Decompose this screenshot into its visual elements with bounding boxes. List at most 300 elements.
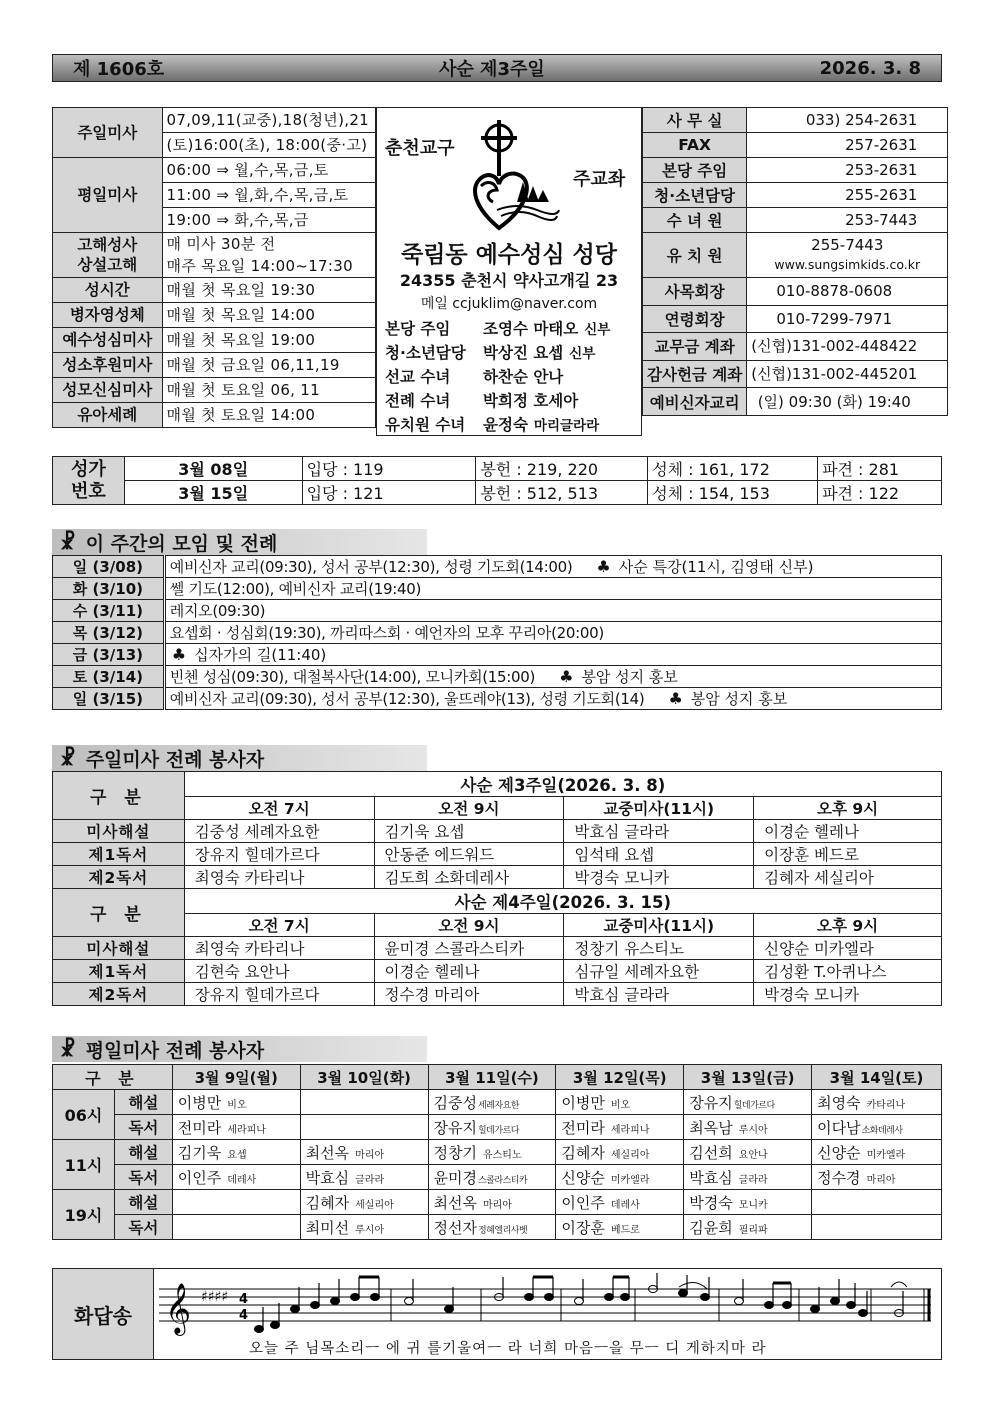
baptismal-name: 데레사 [227, 1174, 257, 1186]
weekday-day-header: 3월 9일(월) [172, 1065, 300, 1090]
mass-time: 매 미사 30분 전 매주 목요일 14:00~17:30 [162, 233, 375, 278]
mass-label: 성시간 [53, 278, 163, 303]
hymn-comm: 성체 : 154, 153 [648, 481, 818, 505]
hymn-entry: 입당 : 121 [302, 481, 476, 505]
server-name: 정창기 유스티노 [564, 937, 754, 960]
server-name: 장유지 [689, 1093, 733, 1112]
weekly-text: 요셉회 · 성심회(19:30), 까리따스회 · 예언자의 모후 꾸리아(20:00) [169, 624, 604, 642]
mass-row [53, 278, 376, 303]
weekday-row [53, 1190, 942, 1215]
weekday-server [428, 1215, 556, 1240]
server-name: 김중성 세례자요한 [184, 820, 374, 843]
contact-row [643, 305, 948, 333]
baptismal-name: 미카엘라 [866, 1149, 906, 1161]
contact-label: 사 무 실 [643, 108, 747, 133]
baptismal-name: 소화데레사 [861, 1125, 903, 1136]
contact-number: 010-7299-7971 [776, 309, 893, 328]
weekday-server [428, 1090, 556, 1115]
server-name: 신양순 [817, 1143, 861, 1162]
contact-row [643, 208, 948, 233]
server-name: 최미선 [305, 1218, 350, 1237]
contact-value [747, 158, 948, 183]
sunday-role: 미사해설 [53, 820, 185, 843]
weekday-day-header: 3월 10일(화) [300, 1065, 428, 1090]
weekday-server [684, 1090, 812, 1115]
treble-clef-icon: 𝄞 [165, 1283, 192, 1334]
server-name: 최선옥 [433, 1193, 477, 1212]
contact-label: 감사헌금 계좌 [643, 360, 747, 388]
weekday-server [172, 1140, 300, 1165]
contact-row [643, 333, 948, 361]
sunday-role: 제2독서 [53, 983, 185, 1006]
server-name: 최영숙 카타리나 [184, 937, 374, 960]
weekly-day: 일 (3/08) [53, 556, 165, 578]
sunday-col-header: 오전 7시 [184, 797, 374, 820]
baptismal-name: 스콜라스티카 [477, 1175, 528, 1186]
baptismal-name: 힐데가르다 [733, 1100, 775, 1111]
weekly-text: 쎌 기도(12:00), 예비신자 교리(19:40) [169, 580, 422, 598]
weekday-role: 해설 [114, 1140, 172, 1165]
kindergarten-website[interactable]: www.sungsimkids.co.kr [774, 257, 921, 272]
weekly-day: 토 (3/14) [53, 666, 165, 688]
server-name: 김도희 소화데레사 [374, 866, 564, 889]
mass-row [53, 378, 376, 403]
baptismal-name: 세례자요한 [477, 1100, 519, 1111]
sunday-col-header: 교중미사(11시) [564, 797, 754, 820]
server-name: 최영숙 카타리나 [184, 866, 374, 889]
hymn-dismiss: 파견 : 281 [818, 457, 942, 481]
parish-logo-icon [467, 116, 563, 236]
baptismal-name: 카타리나 [866, 1099, 906, 1111]
weekday-server [812, 1215, 942, 1240]
server-name: 김중성 [433, 1093, 477, 1112]
server-name: 김혜자 세실리아 [754, 866, 942, 889]
sunday-cols-row [53, 797, 942, 820]
weekday-server [812, 1090, 942, 1115]
contact-row [643, 388, 948, 416]
sunday-label: 구 분 [53, 772, 185, 820]
weekday-time: 11시 [53, 1140, 115, 1190]
baptismal-name: 비오 [227, 1099, 247, 1111]
weekday-role: 해설 [114, 1190, 172, 1215]
weekday-row [53, 1215, 942, 1240]
contact-number: 253-2631 [845, 161, 918, 179]
server-name: 박경숙 모니카 [754, 983, 942, 1006]
weekly-day: 화 (3/10) [53, 578, 165, 600]
weekday-time: 06시 [53, 1090, 115, 1140]
weekday-server [684, 1215, 812, 1240]
server-name: 장유지 힐데가르다 [184, 843, 374, 866]
contact-row [643, 108, 948, 133]
weekly-text: 예비신자 교리(09:30), 성서 공부(12:30), 성령 기도회(14:00) [169, 558, 573, 576]
server-name: 이병만 [561, 1093, 605, 1112]
mass-row [53, 158, 376, 183]
staff-name: 조영수 마태오 [483, 320, 579, 338]
baptismal-name: 유스티노 [482, 1149, 522, 1161]
mass-label: 성모신심미사 [53, 378, 163, 403]
mass-time: 매월 첫 목요일 14:00 [162, 303, 375, 328]
sunday-label: 구 분 [53, 889, 185, 937]
staff-row [385, 412, 639, 436]
mass-label: 유아세례 [53, 403, 163, 428]
weekday-server [684, 1140, 812, 1165]
contact-label: 수 녀 원 [643, 208, 747, 233]
sunday-role-row [53, 866, 942, 889]
psalm-score [159, 1273, 937, 1337]
hymn-row [53, 481, 942, 505]
weekday-server [684, 1190, 812, 1215]
baptismal-name: 루시아 [738, 1124, 768, 1136]
contact-row [643, 233, 948, 278]
weekly-text: 빈첸 성심(09:30), 대철복사단(14:00), 모니카회(15:00) [169, 668, 536, 686]
contact-number: 255-2631 [845, 186, 918, 204]
contact-label: 연령회장 [643, 305, 747, 333]
baptismal-name: 비오 [610, 1099, 631, 1111]
sunday-title: 사순 제4주일(2026. 3. 15) [184, 889, 941, 914]
mass-label: 고해성사 상설고해 [53, 233, 163, 278]
weekly-events [164, 556, 941, 578]
mass-row [53, 403, 376, 428]
mass-time: 매월 첫 목요일 19:30 [162, 278, 375, 303]
mass-row [53, 108, 376, 133]
mass-schedule-table [52, 107, 376, 428]
server-name: 임석태 요셉 [564, 843, 754, 866]
server-name: 안동준 에드워드 [374, 843, 564, 866]
weekly-row [53, 688, 942, 710]
sunday-role-row [53, 937, 942, 960]
weekday-server [812, 1115, 942, 1140]
sunday-title-row [53, 772, 942, 797]
staff-row [385, 388, 639, 412]
svg-text:4: 4 [239, 1292, 249, 1307]
contact-label: 유 치 원 [643, 233, 747, 278]
weekday-server [300, 1190, 428, 1215]
sunday-role: 제1독서 [53, 843, 185, 866]
staff-role: 전례 수녀 [385, 392, 451, 410]
baptismal-name: 세라피나 [227, 1124, 266, 1136]
issue-number: 제 1606호 [73, 59, 165, 80]
weekday-day-header: 3월 12일(목) [556, 1065, 684, 1090]
server-name: 김혜자 [305, 1193, 350, 1212]
contact-number: 253-7443 [845, 211, 918, 229]
server-name: 박효심 [689, 1168, 733, 1187]
contact-number: (일) 09:30 (화) 19:40 [757, 392, 911, 411]
mass-time: 매월 첫 토요일 14:00 [162, 403, 375, 428]
section-title-weekday: ☧ 평일미사 전례 봉사자 [52, 1036, 427, 1062]
contact-value [747, 305, 948, 333]
server-name: 최영숙 [817, 1093, 861, 1112]
weekly-row [53, 622, 942, 644]
baptismal-name: 세라피나 [610, 1124, 650, 1136]
baptismal-name: 베드로 [610, 1224, 640, 1236]
mass-label: 병자영성체 [53, 303, 163, 328]
hymn-entry: 입당 : 119 [302, 457, 476, 481]
server-name: 최선옥 [305, 1143, 350, 1162]
club-icon: ♣ [668, 689, 683, 708]
baptismal-name: 미카엘라 [610, 1174, 650, 1186]
staff-name: 하찬순 안나 [483, 368, 564, 386]
baptismal-name: 마리아 [482, 1199, 512, 1211]
weekday-server [556, 1190, 684, 1215]
weekday-server [428, 1140, 556, 1165]
server-name: 김선희 [689, 1143, 733, 1162]
server-name: 이다남 [817, 1118, 861, 1137]
sunday-title: 사순 제3주일(2026. 3. 8) [184, 772, 941, 797]
sunday-servers-table [52, 771, 942, 1006]
server-name: 박효심 글라라 [564, 820, 754, 843]
weekly-note: 봉암 성지 홍보 [690, 690, 788, 708]
server-name: 박경숙 [689, 1193, 733, 1212]
weekday-server [556, 1090, 684, 1115]
baptismal-name: 글라라 [738, 1174, 768, 1186]
server-name: 이경순 헬레나 [374, 960, 564, 983]
weekday-server [812, 1165, 942, 1190]
staff-role: 유치원 수녀 [385, 416, 466, 434]
psalm-box [52, 1268, 942, 1360]
sunday-title-row [53, 889, 942, 914]
contact-value [747, 233, 948, 278]
server-name: 신양순 미카엘라 [754, 937, 942, 960]
sunday-role-row [53, 983, 942, 1006]
staff-row [385, 316, 639, 340]
psalm-lyrics: 오늘 주 님목소리ㅡ 에 귀 를기울여ㅡ 라 너희 마음ㅡ을 무ㅡ 디 게하지마 라 [249, 1341, 767, 1357]
club-icon: ♣ [596, 557, 611, 576]
mass-label: 주일미사 [53, 108, 163, 158]
sunday-col-header: 교중미사(11시) [564, 914, 754, 937]
parish-info-block [376, 107, 642, 436]
contact-number: 010-8878-0608 [776, 282, 893, 301]
mass-label: 성소후원미사 [53, 353, 163, 378]
server-name: 정수경 [817, 1168, 861, 1187]
staff-role: 본당 주임 [385, 320, 451, 338]
baptismal-name: 모니카 [738, 1199, 768, 1211]
baptismal-name: 글라라 [355, 1174, 385, 1186]
server-name: 이인주 [561, 1193, 605, 1212]
contact-label: 예비신자교리 [643, 388, 747, 416]
baptismal-name: 정혜엘리사벳 [477, 1225, 528, 1236]
sunday-role-row [53, 820, 942, 843]
contact-label: 청·소년담당 [643, 183, 747, 208]
weekly-row [53, 556, 942, 578]
contact-number: 255-7443 [811, 236, 884, 254]
contact-value [747, 208, 948, 233]
weekday-server [812, 1140, 942, 1165]
staff-name: 윤정숙 [483, 416, 528, 434]
weekday-role: 독서 [114, 1165, 172, 1190]
weekly-events [164, 666, 941, 688]
weekly-events [164, 600, 941, 622]
contact-label: 사목회장 [643, 278, 747, 306]
sunday-role-row [53, 960, 942, 983]
server-name: 윤미경 [433, 1168, 477, 1187]
mass-row [53, 303, 376, 328]
svg-text:♯♯♯♯: ♯♯♯♯ [201, 1289, 229, 1305]
server-name: 박경숙 모니카 [564, 866, 754, 889]
weekday-server [556, 1115, 684, 1140]
weekly-day: 금 (3/13) [53, 644, 165, 666]
hymn-row [53, 457, 942, 481]
weekday-row [53, 1090, 942, 1115]
baptismal-name: 루시아 [355, 1224, 385, 1236]
contact-row [643, 133, 948, 158]
weekday-server [556, 1165, 684, 1190]
contact-number: (신협)131-002-445201 [751, 365, 918, 384]
weekday-server [556, 1140, 684, 1165]
weekday-day-header: 3월 11일(수) [428, 1065, 556, 1090]
weekday-server [556, 1215, 684, 1240]
baptismal-name: 세실리아 [355, 1199, 394, 1211]
weekday-header-row [53, 1065, 942, 1090]
server-name: 이인주 [177, 1168, 222, 1187]
contact-label: 교무금 계좌 [643, 333, 747, 361]
server-name: 신양순 [561, 1168, 605, 1187]
weekday-row [53, 1165, 942, 1190]
mass-row [53, 233, 376, 278]
server-name: 박효심 [305, 1168, 350, 1187]
club-icon: ♣ [171, 645, 187, 664]
server-name: 정창기 [433, 1143, 477, 1162]
section-title-weekly: ☧ 이 주간의 모임 및 전례 [52, 529, 427, 555]
weekday-server [684, 1115, 812, 1140]
mass-time: 매월 첫 목요일 19:00 [162, 328, 375, 353]
weekday-server [172, 1090, 300, 1115]
weekly-text: 예비신자 교리(09:30), 성서 공부(12:30), 울뜨레야(13), 성령 기도회(14) [169, 690, 645, 708]
weekday-row [53, 1115, 942, 1140]
weekday-server [428, 1165, 556, 1190]
weekly-row [53, 578, 942, 600]
hymn-date: 3월 08일 [124, 457, 302, 481]
contact-number: (신협)131-002-448422 [751, 337, 918, 356]
baptismal-name: 데레사 [610, 1199, 640, 1211]
baptismal-name: 힐데가르다 [477, 1125, 519, 1136]
weekday-role: 해설 [114, 1090, 172, 1115]
parish-address: 24355 춘천시 약사고개길 23 [399, 271, 619, 290]
mass-time: 매월 첫 토요일 06, 11 [162, 378, 375, 403]
contact-label: FAX [643, 133, 747, 158]
mass-time: 19:00 ⇒ 화,수,목,금 [162, 208, 375, 233]
chi-rho-icon: ☧ [60, 530, 76, 554]
weekday-server [428, 1190, 556, 1215]
weekly-text: 레지오(09:30) [169, 602, 266, 620]
contact-value [747, 183, 948, 208]
parish-email[interactable]: 메일 ccjuklim@naver.com [420, 296, 598, 312]
diocese-name: 춘천교구 [385, 138, 455, 159]
mass-row [53, 328, 376, 353]
weekday-servers-table [52, 1064, 942, 1240]
weekday-row [53, 1140, 942, 1165]
server-name: 김현숙 요안나 [184, 960, 374, 983]
server-name: 심규일 세례자요한 [564, 960, 754, 983]
contact-label: 본당 주임 [643, 158, 747, 183]
server-name: 정수경 마리아 [374, 983, 564, 1006]
server-name: 이경순 헬레나 [754, 820, 942, 843]
mass-time: (토)16:00(초), 18:00(중·고) [162, 133, 375, 158]
sunday-role: 제2독서 [53, 866, 185, 889]
weekly-note: 십자가의 길(11:40) [194, 646, 327, 664]
staff-row [385, 340, 639, 364]
mass-time: 매월 첫 금요일 06,11,19 [162, 353, 375, 378]
contact-value [747, 108, 948, 133]
contact-value [747, 333, 948, 361]
contact-row [643, 278, 948, 306]
server-name: 전미라 [177, 1118, 222, 1137]
weekly-note: 봉암 성지 홍보 [581, 668, 678, 686]
weekly-day: 수 (3/11) [53, 600, 165, 622]
chi-rho-icon: ☧ [60, 1037, 76, 1061]
server-name: 박효심 글라라 [564, 983, 754, 1006]
staff-list [385, 316, 639, 436]
contact-row [643, 158, 948, 183]
staff-row [385, 364, 639, 388]
weekly-schedule-table [52, 555, 942, 710]
sunday-cols-row [53, 914, 942, 937]
mass-time: 06:00 ⇒ 월,수,목,금,토 [162, 158, 375, 183]
weekday-server [300, 1140, 428, 1165]
weekday-server [172, 1165, 300, 1190]
parish-name: 죽림동 예수성심 성당 [401, 242, 617, 268]
staff-role: 선교 수녀 [385, 368, 451, 386]
weekday-server [812, 1190, 942, 1215]
weekday-label: 구 분 [53, 1065, 173, 1090]
staff-name: 박상진 요셉 [483, 344, 564, 362]
server-name: 김기욱 [177, 1143, 222, 1162]
club-icon: ♣ [559, 667, 574, 686]
contact-number: 257-2631 [845, 136, 918, 154]
weekday-role: 독서 [114, 1115, 172, 1140]
staff-suffix: 마리글라라 [533, 418, 600, 434]
baptismal-name: 세실리아 [610, 1149, 650, 1161]
hymn-label: 성가 번호 [53, 457, 125, 505]
contact-table [642, 107, 948, 416]
hymn-date: 3월 15일 [124, 481, 302, 505]
svg-text:4: 4 [239, 1308, 249, 1323]
contact-value [747, 278, 948, 306]
weekly-note: 사순 특강(11시, 김영태 신부) [618, 558, 814, 576]
weekday-server [300, 1090, 428, 1115]
server-name: 김혜자 [561, 1143, 605, 1162]
server-name: 김성환 T.아퀴나스 [754, 960, 942, 983]
cathedral-label: 주교좌 [573, 169, 626, 190]
server-name: 전미라 [561, 1118, 605, 1137]
weekday-role: 독서 [114, 1215, 172, 1240]
baptismal-name: 필리파 [738, 1224, 768, 1236]
hymn-offer: 봉헌 : 219, 220 [476, 457, 648, 481]
sunday-col-header: 오전 7시 [184, 914, 374, 937]
weekly-day: 일 (3/15) [53, 688, 165, 710]
hymn-dismiss: 파견 : 122 [818, 481, 942, 505]
contact-value [747, 388, 948, 416]
section-title-sunday: ☧ 주일미사 전례 봉사자 [52, 745, 427, 771]
server-name: 장유지 힐데가르다 [184, 983, 374, 1006]
weekday-server [684, 1165, 812, 1190]
weekday-day-header: 3월 13일(금) [684, 1065, 812, 1090]
weekday-server [172, 1190, 300, 1215]
hymn-comm: 성체 : 161, 172 [648, 457, 818, 481]
baptismal-name: 요안나 [738, 1149, 768, 1161]
weekly-events [164, 644, 941, 666]
sunday-col-header: 오전 9시 [374, 797, 564, 820]
sunday-role-row [53, 843, 942, 866]
hymn-offer: 봉헌 : 512, 513 [476, 481, 648, 505]
sunday-col-header: 오후 9시 [754, 797, 942, 820]
chi-rho-icon: ☧ [60, 746, 76, 770]
sunday-col-header: 오후 9시 [754, 914, 942, 937]
weekday-day-header: 3월 14일(토) [812, 1065, 942, 1090]
mass-label: 평일미사 [53, 158, 163, 233]
weekly-day: 목 (3/12) [53, 622, 165, 644]
server-name: 최옥남 [689, 1118, 733, 1137]
mass-time: 11:00 ⇒ 월,화,수,목,금,토 [162, 183, 375, 208]
